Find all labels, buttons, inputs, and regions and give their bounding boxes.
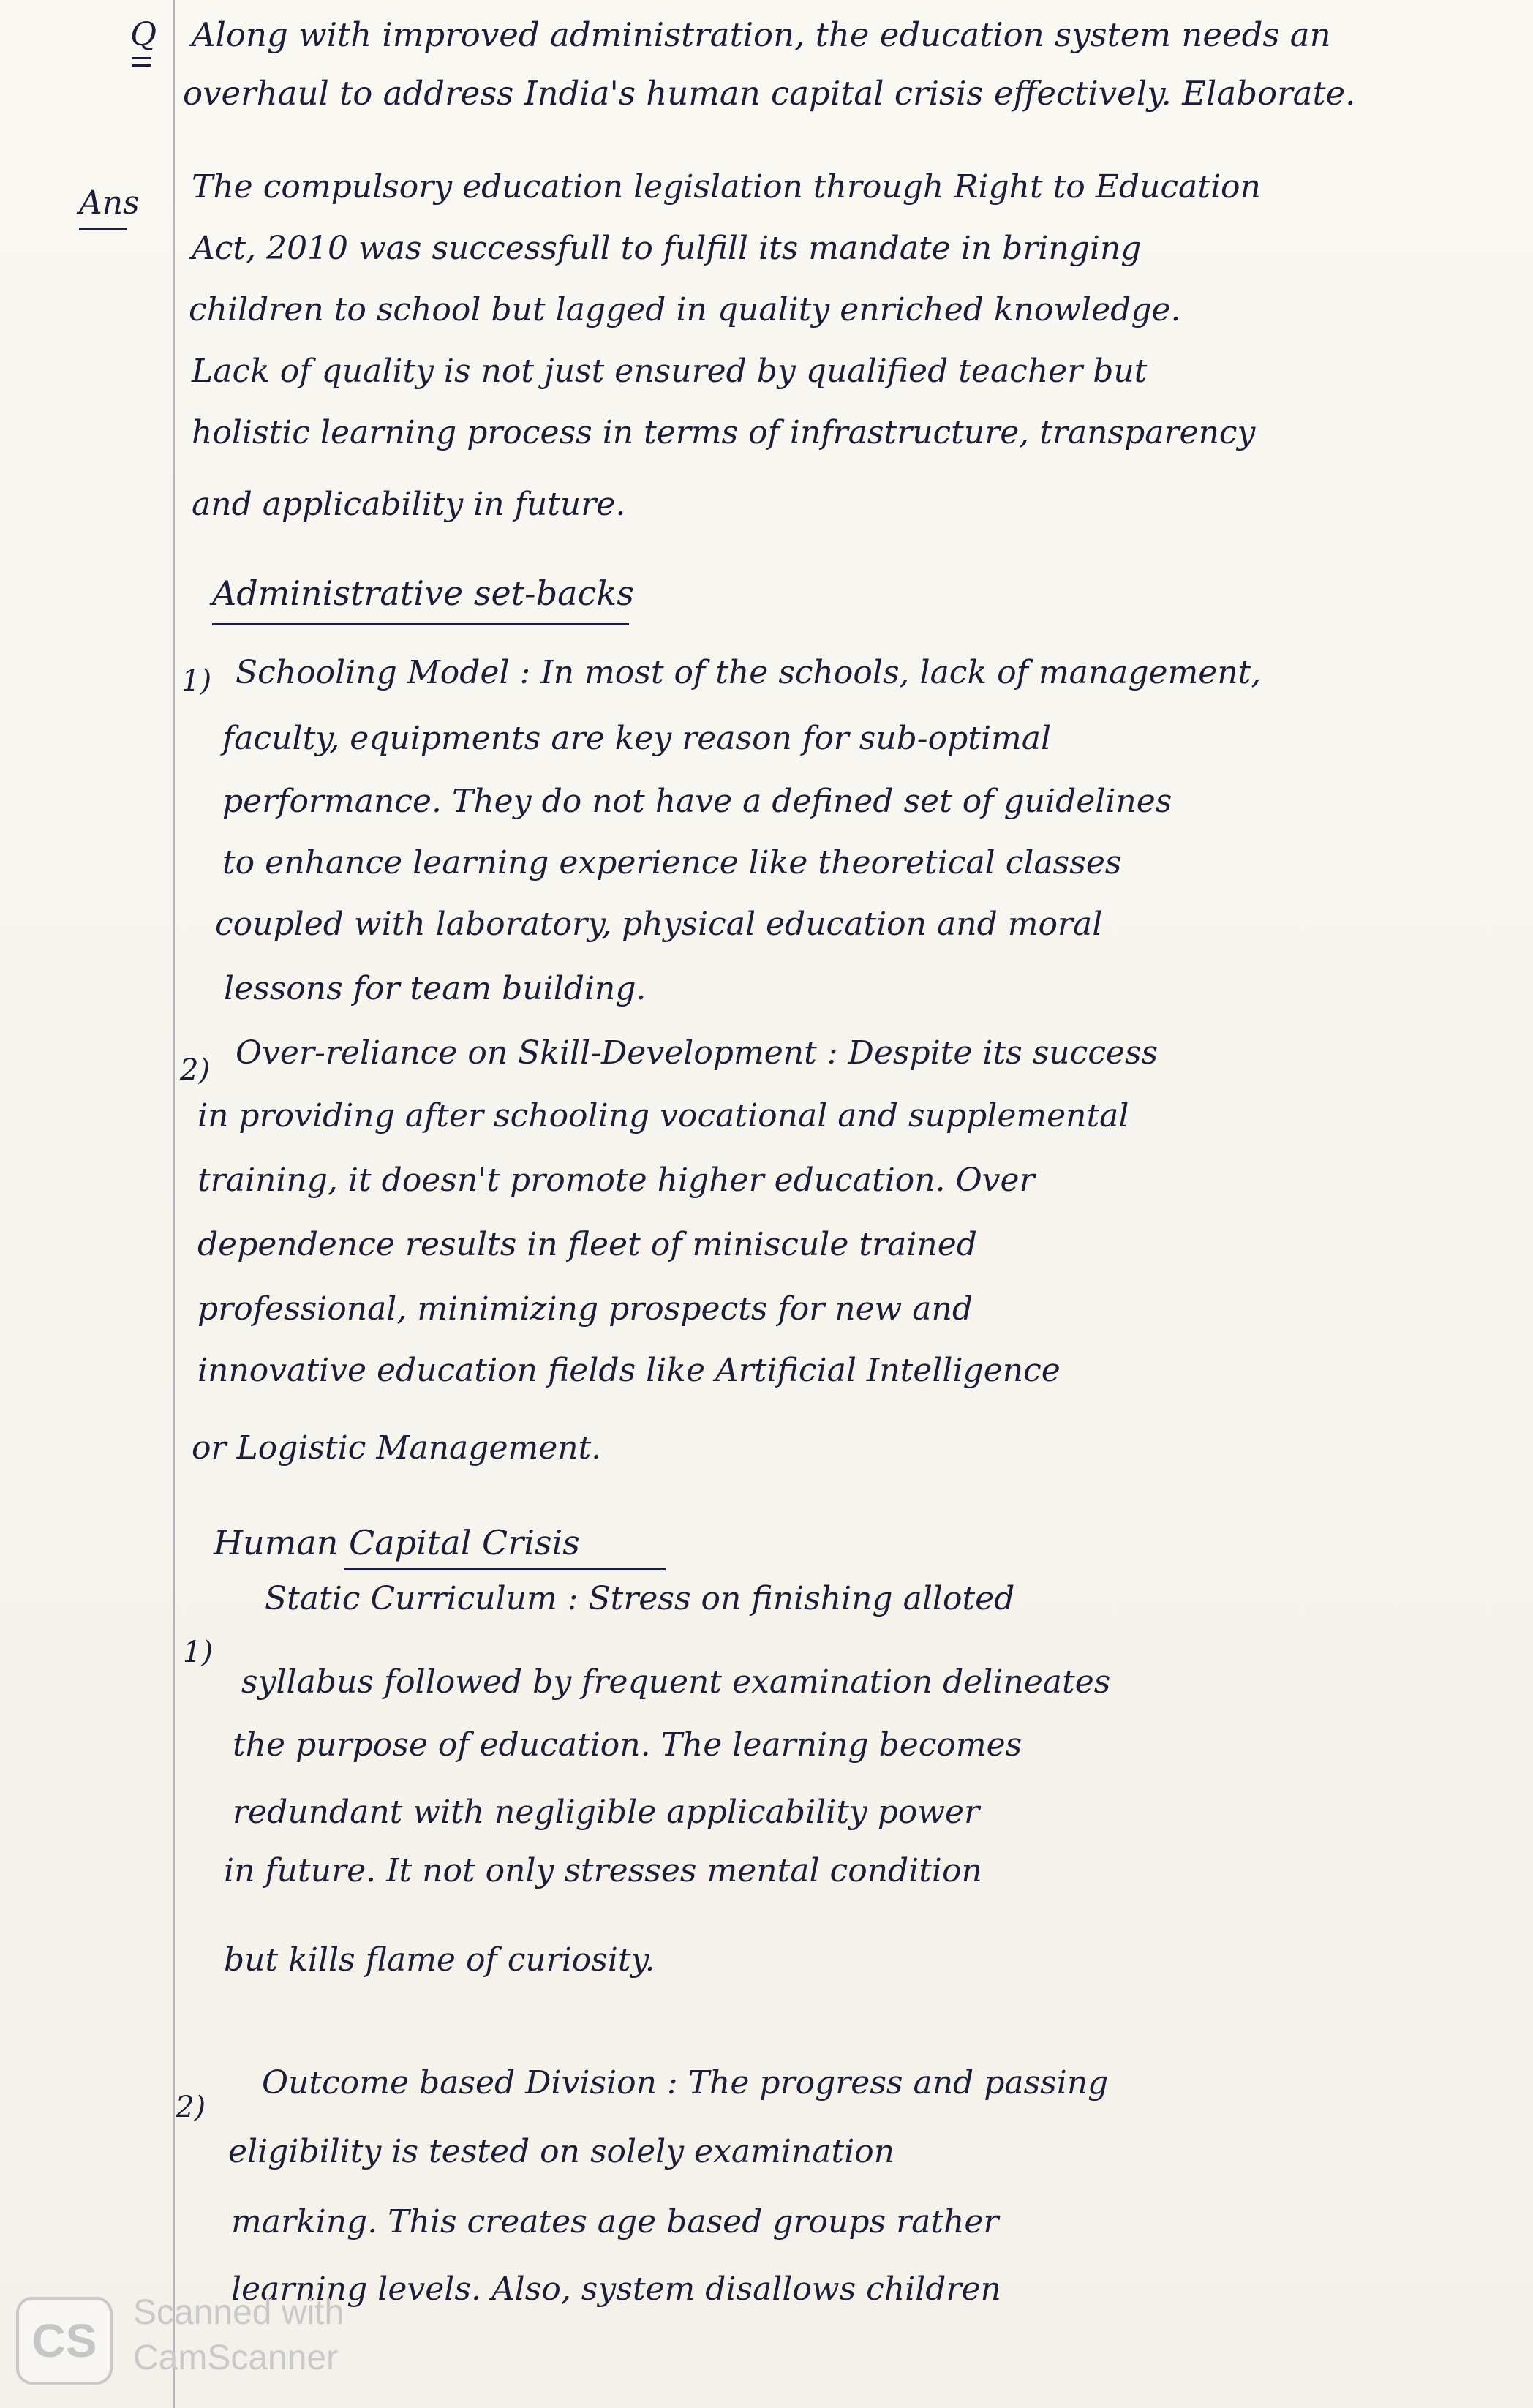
point-line: lessons for team building. bbox=[224, 970, 647, 1007]
answer-label: Ans bbox=[79, 184, 140, 222]
point-number: 1) bbox=[181, 664, 212, 698]
point-line: in future. It not only stresses mental condition bbox=[224, 1852, 982, 1889]
camscanner-logo: CS bbox=[16, 2297, 113, 2385]
point-line: eligibility is tested on solely examination bbox=[228, 2133, 895, 2170]
point-line: or Logistic Management. bbox=[192, 1429, 602, 1467]
point-line: Over-reliance on Skill-Development : Despite its success bbox=[236, 1034, 1159, 1072]
point-line: but kills flame of curiosity. bbox=[224, 1941, 655, 1979]
question-marker-line bbox=[132, 64, 151, 67]
point-line: syllabus followed by frequent examination delineates bbox=[241, 1663, 1111, 1701]
point-line: dependence results in fleet of miniscule trained bbox=[197, 1226, 977, 1263]
point-line: to enhance learning experience like theoretical classes bbox=[222, 844, 1122, 881]
intro-line: and applicability in future. bbox=[192, 486, 626, 523]
point-number: 1) bbox=[183, 1636, 214, 1669]
question-number: Q bbox=[130, 16, 157, 53]
section-heading-underline bbox=[344, 1568, 666, 1570]
point-line: Static Curriculum : Stress on finishing alloted bbox=[265, 1580, 1015, 1617]
intro-line: children to school but lagged in quality enriched knowledge. bbox=[189, 291, 1181, 328]
question-line: overhaul to address India's human capital crisis effectively. Elaborate. bbox=[183, 74, 1356, 113]
point-line: marking. This creates age based groups rather bbox=[231, 2203, 999, 2240]
intro-line: holistic learning process in terms of infrastructure, transparency bbox=[192, 414, 1256, 451]
watermark-line: Scanned with bbox=[133, 2293, 344, 2332]
point-line: learning levels. Also, system disallows children bbox=[231, 2270, 1001, 2308]
watermark-line: CamScanner bbox=[133, 2339, 339, 2377]
point-line: performance. They do not have a defined set of guidelines bbox=[222, 783, 1172, 820]
point-line: coupled with laboratory, physical education and moral bbox=[215, 906, 1103, 943]
section-heading-underline bbox=[212, 623, 629, 625]
answer-label-underline bbox=[79, 228, 127, 230]
question-marker-line bbox=[132, 57, 151, 59]
point-number: 2) bbox=[176, 2091, 206, 2124]
point-line: professional, minimizing prospects for new and bbox=[197, 1290, 973, 1328]
section-heading-administrative: Administrative set-backs bbox=[212, 573, 634, 613]
intro-line: Lack of quality is not just ensured by qualified teacher but bbox=[192, 353, 1148, 390]
margin-line bbox=[173, 0, 175, 2408]
point-line: Outcome based Division : The progress and passing bbox=[262, 2064, 1109, 2102]
intro-line: The compulsory education legislation through Right to Education bbox=[192, 168, 1261, 206]
point-number: 2) bbox=[180, 1053, 211, 1087]
point-line: redundant with negligible applicability power bbox=[233, 1794, 980, 1831]
point-line: Schooling Model : In most of the schools, lack of management, bbox=[236, 654, 1262, 691]
point-line: the purpose of education. The learning becomes bbox=[233, 1726, 1022, 1764]
question-line: Along with improved administration, the education system needs an bbox=[192, 15, 1331, 54]
intro-line: Act, 2010 was successfull to fulfill its mandate in bringing bbox=[192, 230, 1142, 267]
point-line: faculty, equipments are key reason for sub-optimal bbox=[222, 720, 1052, 757]
section-heading-human-capital: Human Capital Crisis bbox=[214, 1523, 580, 1562]
point-line: in providing after schooling vocational and supplemental bbox=[197, 1097, 1129, 1135]
point-line: innovative education fields like Artificial Intelligence bbox=[197, 1352, 1061, 1389]
point-line: training, it doesn't promote higher education. Over bbox=[197, 1162, 1035, 1199]
